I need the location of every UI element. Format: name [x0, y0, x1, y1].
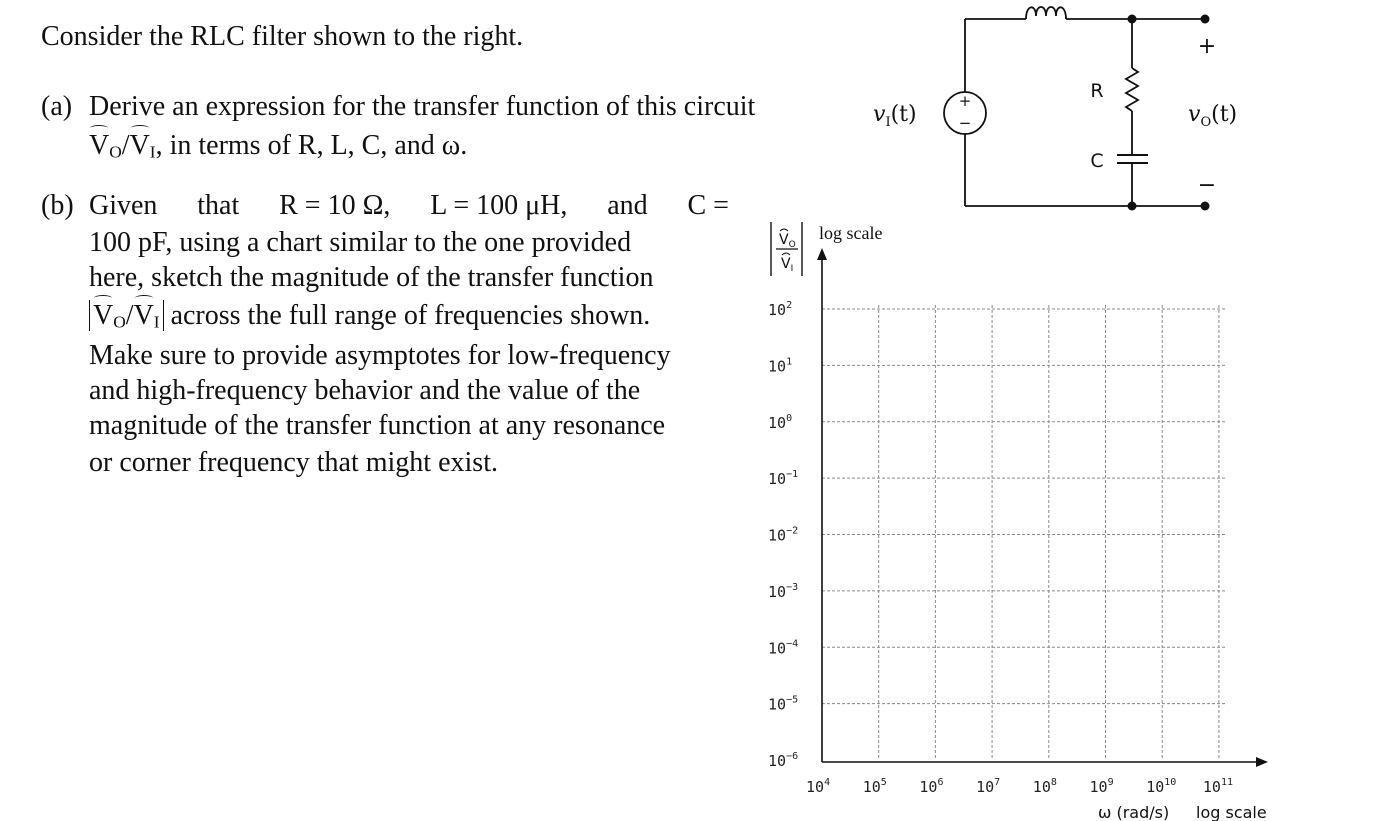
x-tick-label: $10^7$	[976, 777, 1001, 796]
x-tick-label: $10^9$	[1089, 777, 1114, 796]
part-b-line2: 100 pF, using a chart similar to the one provided	[89, 227, 632, 258]
part-a-marker: (a)	[41, 91, 73, 122]
part-b-line8: or corner frequency that might exist.	[89, 447, 498, 478]
x-axis-arrow-icon	[1256, 757, 1268, 767]
part-a-line2: $V_O/V_I$, in terms of R, L, C, and ω.	[89, 128, 467, 170]
svg-text:VI: $V_I$	[781, 256, 794, 274]
x-axis-label: ω (rad/s)	[1098, 803, 1170, 821]
x-tick-label: $10^5$	[862, 777, 887, 796]
vo-symbol: V	[89, 128, 109, 164]
part-b-line1: Given that R = 10 Ω, L = 100 μH, and C =	[89, 190, 729, 221]
capacitor-label: C	[1090, 150, 1104, 172]
y-tick-label: $10^{-4}$	[768, 638, 799, 658]
part-b-line3: here, sketch the magnitude of the transfer function	[89, 262, 654, 293]
x-tick-label: $10^6$	[919, 777, 944, 796]
source-plus-sign: +	[958, 92, 972, 110]
x-tick-labels	[806, 777, 1233, 796]
grid-horizontal-lines	[822, 309, 1226, 704]
x-tick-label: $10^4$	[806, 777, 831, 796]
resistor-label: R	[1090, 80, 1104, 102]
output-voltage-label: $v_O(t)$	[1188, 102, 1238, 130]
output-plus-sign: +	[1197, 34, 1217, 59]
y-tick-label: $10^{-1}$	[768, 469, 799, 489]
part-a-line1: Derive an expression for the transfer function of this circuit	[89, 91, 756, 122]
part-b-line6: and high-frequency behavior and the value of the	[89, 375, 641, 406]
x-scale-note: log scale	[1196, 803, 1267, 821]
svg-text:VO: $V_O$	[779, 232, 796, 250]
vi-symbol: V	[130, 128, 150, 164]
intro-text: Consider the RLC filter shown to the right.	[41, 21, 524, 52]
input-voltage-label: $v_I(t)$	[873, 102, 917, 130]
x-tick-label: $10^{10}$	[1146, 777, 1177, 796]
y-tick-label: $10^2$	[768, 300, 793, 319]
x-tick-label: $10^8$	[1032, 777, 1057, 796]
output-minus-sign: −	[1197, 173, 1217, 198]
y-tick-label: $10^{-3}$	[768, 581, 799, 601]
y-tick-label: $10^{-2}$	[768, 525, 799, 545]
y-tick-label: $10^{-6}$	[768, 751, 799, 770]
y-tick-labels	[768, 300, 798, 770]
source-minus-sign: −	[958, 114, 972, 132]
y-axis-arrow-icon	[817, 248, 827, 260]
part-b-line5: Make sure to provide asymptotes for low-frequency	[89, 340, 671, 371]
y-scale-note: log scale	[819, 223, 883, 243]
part-b-marker: (b)	[41, 190, 74, 221]
y-tick-label: $10^{-5}$	[768, 694, 799, 714]
y-axis-label	[771, 222, 802, 276]
grid-vertical-lines	[879, 305, 1219, 760]
part-b-line4: $V_O/V_I$ across the full range of frequencies shown.	[89, 298, 650, 340]
magnitude-expression: $V_O/V_I$	[89, 300, 164, 331]
y-tick-label: $10^1$	[768, 356, 793, 376]
part-b-line7: magnitude of the transfer function at any resonance	[89, 410, 666, 441]
x-tick-label: $10^{11}$	[1202, 777, 1234, 796]
y-tick-label: $10^0$	[768, 412, 793, 432]
